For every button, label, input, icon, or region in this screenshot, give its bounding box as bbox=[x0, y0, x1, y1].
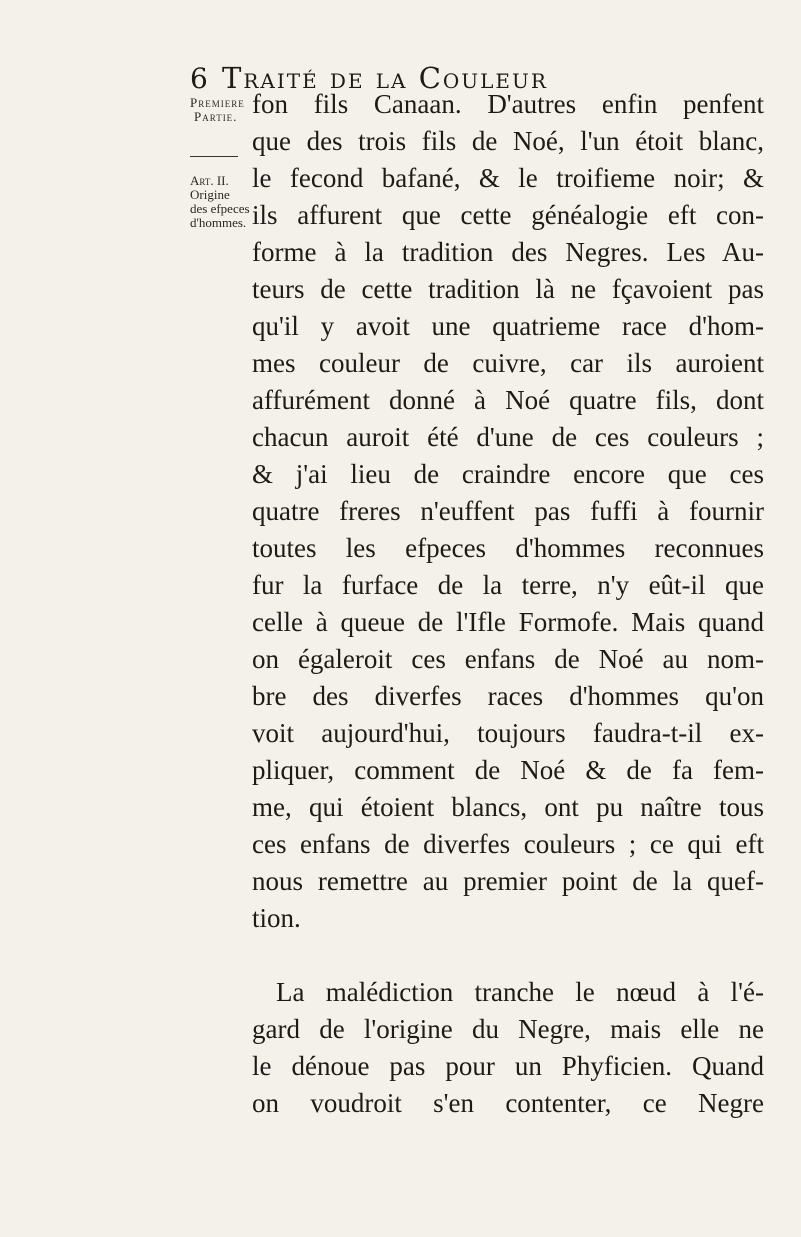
text-line: on voudroit s'en contenter, ce Negre bbox=[252, 1088, 764, 1118]
margin-article-line2: Origine bbox=[190, 187, 230, 202]
text-line: ces enfans de diverfes couleurs ; ce qui eft bbox=[252, 829, 764, 859]
page-header bbox=[0, 36, 801, 95]
body-text bbox=[252, 86, 764, 1122]
text-line: affurément donné à Noé quatre fils, dont bbox=[252, 385, 764, 415]
text-line: qu'il y avoit une quatrieme race d'hom- bbox=[252, 311, 764, 341]
text-line: nous remettre au premier point de la quef- bbox=[252, 866, 764, 896]
text-line: le dénoue pas pour un Phyficien. Quand bbox=[252, 1051, 764, 1081]
text-line: fur la furface de la terre, n'y eût-il que bbox=[252, 570, 764, 600]
margin-article-line3: des efpeces bbox=[190, 201, 250, 216]
margin-part-line2: Partie. bbox=[194, 109, 238, 124]
text-line: forme à la tradition des Negres. Les Au- bbox=[252, 237, 764, 267]
margin-article-note bbox=[190, 174, 252, 230]
text-line: celle à queue de l'Ifle Formofe. Mais quand bbox=[252, 607, 764, 637]
text-line: me, qui étoient blancs, ont pu naître tous bbox=[252, 792, 764, 822]
text-line: ils affurent que cette généalogie eft con- bbox=[252, 200, 764, 230]
text-line: tion. bbox=[252, 903, 301, 933]
text-line: que des trois fils de Noé, l'un étoit blanc, bbox=[252, 126, 764, 156]
text-line: La malédiction tranche le nœud à l'é- bbox=[276, 977, 764, 1007]
text-line: pliquer, comment de Noé & de fa fem- bbox=[252, 755, 764, 785]
text-line: teurs de cette tradition là ne fçavoient pas bbox=[252, 274, 764, 304]
text-line: on égaleroit ces enfans de Noé au nom- bbox=[252, 644, 764, 674]
text-line: quatre freres n'euffent pas fuffi à fournir bbox=[252, 496, 764, 526]
margin-article-line4: d'hommes. bbox=[190, 215, 247, 230]
paragraph-break bbox=[252, 937, 764, 974]
margin-divider bbox=[190, 156, 238, 157]
margin-part-label bbox=[190, 96, 245, 124]
text-line: & j'ai lieu de craindre encore que ces bbox=[252, 459, 764, 489]
text-line: toutes les efpeces d'hommes reconnues bbox=[252, 533, 764, 563]
text-line: bre des diverfes races d'hommes qu'on bbox=[252, 681, 764, 711]
margin-article-number: Art. II. bbox=[190, 173, 229, 188]
text-line: voit aujourd'hui, toujours faudra-t-il ex- bbox=[252, 718, 764, 748]
text-line: chacun auroit été d'une de ces couleurs ; bbox=[252, 422, 764, 452]
page-number: 6 bbox=[190, 62, 208, 95]
text-line: mes couleur de cuivre, car ils auroient bbox=[252, 348, 764, 378]
text-line: le fecond bafané, & le troifieme noir; & bbox=[252, 163, 764, 193]
margin-part-line1: Premiere bbox=[190, 95, 245, 110]
text-line: gard de l'origine du Negre, mais elle ne bbox=[252, 1014, 764, 1044]
running-title: Traité de la Couleur bbox=[222, 61, 548, 95]
text-line: fon fils Canaan. D'autres enfin penfent bbox=[252, 89, 764, 119]
